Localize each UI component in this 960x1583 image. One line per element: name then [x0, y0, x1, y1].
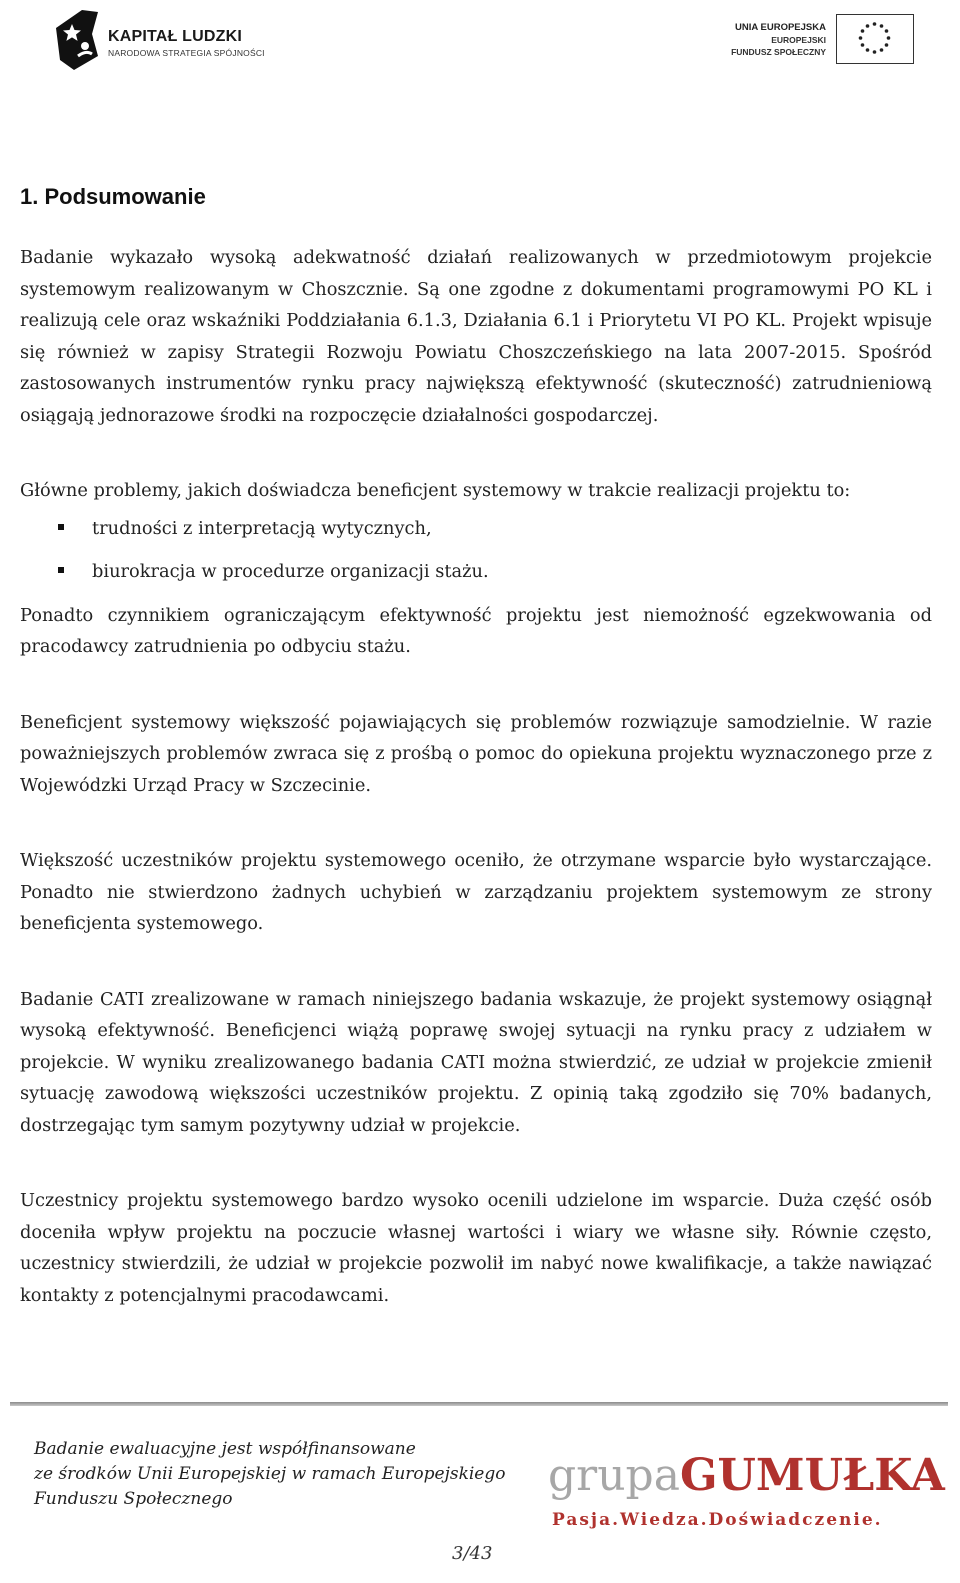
square-bullet-icon [58, 567, 64, 573]
logo-name-text: GUMUŁKA [679, 1450, 945, 1501]
document-body [20, 182, 932, 1311]
list-item [20, 513, 932, 545]
eu-flag-icon [836, 14, 914, 64]
funding-note-line2: ze środków Unii Europejskiej w ramach Europejskiego [34, 1464, 506, 1484]
paragraph-adequacy: Badanie wykazało wysoką adekwatność działań realizowanych w przedmiotowym projekcie systemowym realizowanym w Choszcznie. Są one zgodne z dokumentami programowymi PO KL i realizują cele oraz wskaźniki Poddziałania 6.1.3, Działania 6.1 i Priorytetu VI PO KL. Projekt wpisuje się również w zapisy Strategii Rozwoju Powiatu Choszczeńskiego na lata 2007-2015. Spośród zastosowanych instrumentów rynku pracy największą efektywność (skuteczność) zatrudnieniową osiągają jednorazowe środki na rozpoczęcie działalności gospodarczej. [20, 247, 932, 426]
eu-logo [716, 14, 914, 66]
funding-note [34, 1437, 505, 1512]
funding-note-line3: Funduszu Społecznego [34, 1489, 233, 1509]
kapital-ludzki-title: KAPITAŁ LUDZKI [108, 28, 243, 45]
logo-grupa-text: grupa [548, 1450, 680, 1501]
paragraph-beneficiary: Beneficjent systemowy większość pojawiających się problemów rozwiązuje samodzielnie. W razie poważniejszych problemów zwraca się z prośbą o pomoc do opiekuna projektu wyznaczonego prze z Wojewódzki Urząd Pracy w Szczecinie. [20, 711, 932, 796]
problems-list [20, 513, 932, 588]
eu-stars-icon [837, 15, 912, 62]
grupa-gumulka-wordmark [548, 1448, 945, 1504]
logo-slogan: Pasja.Wiedza.Doświadczenie. [552, 1510, 883, 1530]
paragraph-problems-intro: Główne problemy, jakich doświadcza beneficjent systemowy w trakcie realizacji projektu to: [20, 480, 851, 501]
eu-logo-line1: UNIA EUROPEJSKA [735, 22, 826, 33]
eu-logo-line2: EUROPEJSKI [771, 35, 826, 45]
kapital-ludzki-logo [52, 6, 272, 72]
paragraph-limiting-factor: Ponadto czynnikiem ograniczającym efektywność projektu jest niemożność egzekwowania od pracodawcy zatrudnienia po odbyciu stażu. [20, 604, 932, 657]
list-item-text: biurokracja w procedurze organizacji stażu. [92, 561, 489, 582]
funding-note-line1: Badanie ewaluacyjne jest współfinansowane [34, 1439, 416, 1459]
kapital-ludzki-emblem-icon [52, 6, 102, 72]
list-item-text: trudności z interpretacją wytycznych, [92, 517, 432, 539]
square-bullet-icon [58, 524, 64, 530]
section-heading: 1. Podsumowanie [20, 184, 206, 209]
page-header [0, 0, 960, 80]
paragraph-participants-evaluation: Uczestnicy projektu systemowego bardzo wysoko ocenili udzielone im wsparcie. Duża część osób doceniła wpływ projektu na poczucie własnej wartości i wiary we własne siły. Równie często, uczestnicy stwierdzili, że udział w projekcie pozwolił im nabyć nowe kwalifikacje, a także nawiązać kontakty z potencjalnymi pracodawcami. [20, 1190, 932, 1306]
page-number: 3/43 [452, 1543, 493, 1564]
grupa-gumulka-logo [548, 1448, 945, 1538]
kapital-ludzki-subtitle: NARODOWA STRATEGIA SPÓJNOŚCI [108, 48, 265, 58]
eu-logo-text [731, 22, 826, 58]
footer-divider [10, 1402, 948, 1406]
list-item [20, 556, 932, 588]
eu-logo-line3: FUNDUSZ SPOŁECZNY [731, 47, 826, 57]
paragraph-cati: Badanie CATI zrealizowane w ramach niniejszego badania wskazuje, że projekt systemowy osiągnął wysoką efektywność. Beneficjenci wiążą poprawę swojej sytuacji na rynku pracy z udziałem w projekcie. W wyniku zrealizowanego badania CATI można stwierdzić, ze udział w projekcie zmienił sytuację zawodową większości uczestników projektu. Z opinią taką zgodziło się 70% badanych, dostrzegając tym samym pozytywny udział w projekcie. [20, 988, 932, 1136]
paragraph-participants-support: Większość uczestników projektu systemowego oceniło, że otrzymane wsparcie było wystarczające. Ponadto nie stwierdzono żadnych uchybień w zarządzaniu projektem systemowym ze strony beneficjenta systemowego. [20, 850, 932, 934]
